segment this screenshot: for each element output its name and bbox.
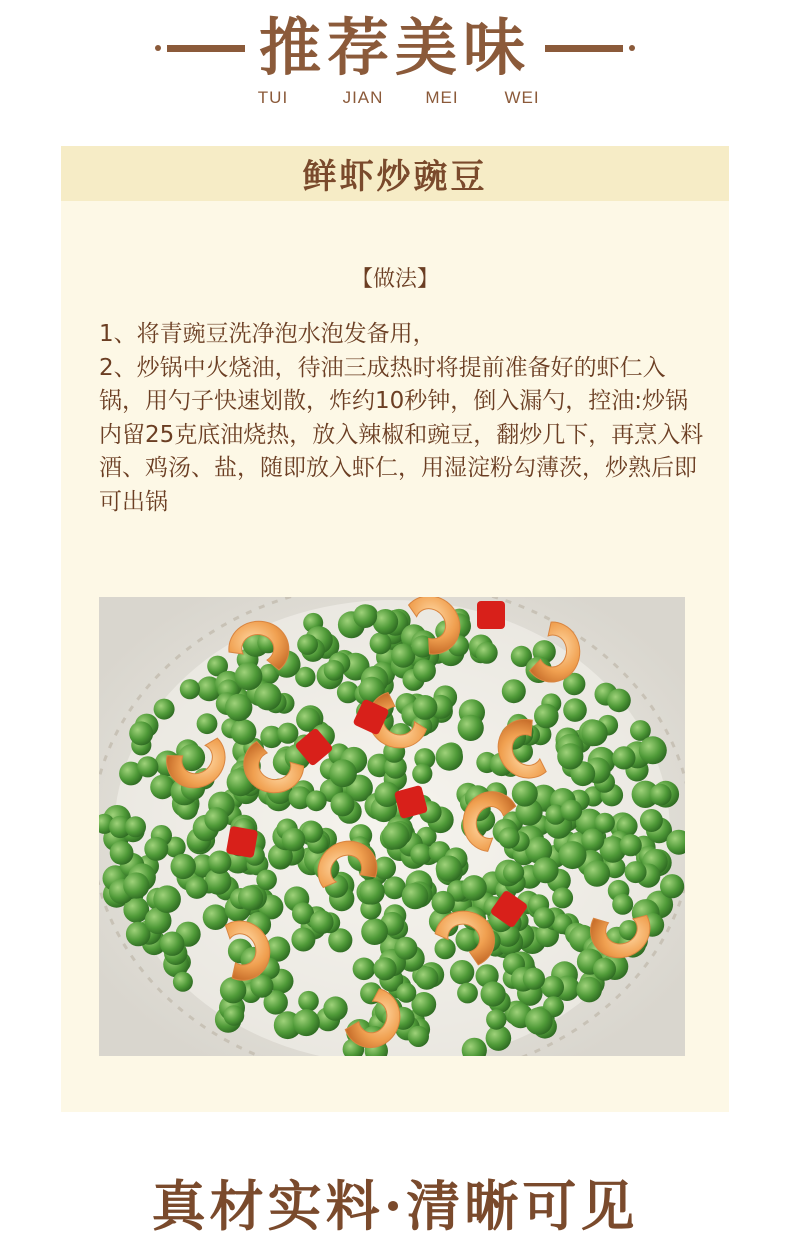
pea [173, 972, 193, 992]
pea [171, 854, 196, 879]
shrimp-peas-image [99, 597, 685, 1056]
pea [559, 841, 587, 869]
pea [293, 1009, 320, 1036]
pea [353, 604, 377, 628]
pea [650, 784, 672, 806]
dish-photo [99, 597, 685, 1056]
pea [408, 1026, 429, 1047]
pinyin-mei: MEI [425, 88, 459, 107]
pea [153, 885, 181, 913]
pea [370, 632, 392, 654]
pea [481, 981, 506, 1006]
pea [612, 894, 633, 915]
pea [220, 977, 246, 1003]
pinyin-wei: WEI [504, 88, 540, 107]
chili-piece [226, 826, 258, 858]
recipe-steps [99, 318, 709, 519]
pea [512, 781, 538, 807]
pea [154, 699, 175, 720]
pea [534, 704, 559, 729]
pea [502, 679, 526, 703]
pea [461, 875, 487, 901]
pea [523, 968, 545, 990]
pea [225, 694, 252, 721]
pea [310, 910, 334, 934]
pea [150, 775, 174, 799]
pea [432, 891, 455, 914]
pea [402, 883, 429, 910]
pea [498, 827, 519, 848]
pea [329, 759, 357, 787]
pea [561, 800, 583, 822]
pea [123, 872, 149, 898]
header [0, 0, 790, 130]
pea [410, 844, 431, 865]
pea [235, 663, 263, 691]
method-label: 【做法】 [350, 267, 439, 292]
pea [324, 660, 345, 681]
left-decoration [155, 45, 251, 52]
pea [208, 851, 231, 874]
pea [256, 870, 277, 891]
pea [525, 1007, 553, 1035]
pea [144, 837, 168, 861]
pea [563, 698, 587, 722]
pea [353, 958, 376, 981]
pea [640, 809, 663, 832]
pea [607, 689, 631, 713]
title-row [0, 8, 790, 88]
pea [180, 679, 200, 699]
pea [620, 834, 642, 856]
pea [552, 887, 573, 908]
pea [361, 918, 388, 945]
pea [238, 885, 263, 910]
pea [297, 634, 318, 655]
pea [160, 932, 184, 956]
pea [557, 743, 583, 769]
pea [412, 764, 432, 784]
pea [413, 695, 438, 720]
pea [458, 715, 484, 741]
page-title: 推荐美味 [258, 11, 531, 84]
pea [323, 996, 347, 1020]
pea [396, 983, 416, 1003]
pea [282, 828, 306, 852]
pea [125, 816, 146, 837]
pea [436, 856, 462, 882]
pea [476, 642, 498, 664]
pea [457, 983, 478, 1004]
pea [582, 720, 608, 746]
pea [595, 813, 615, 833]
pea [450, 960, 474, 984]
pea [197, 713, 218, 734]
pea [203, 904, 229, 930]
pea [436, 743, 463, 770]
pea [435, 938, 456, 959]
dish-name: 鲜虾炒豌豆 [302, 157, 488, 197]
pinyin-tui: TUI [257, 88, 289, 107]
pea [373, 957, 396, 980]
pea [612, 746, 635, 769]
pea [129, 721, 153, 745]
pea [503, 862, 524, 883]
pinyin-row [0, 88, 790, 108]
pea [231, 719, 257, 745]
right-decoration [539, 45, 635, 52]
chili-piece [477, 601, 505, 629]
pea [533, 907, 554, 928]
pea [639, 736, 667, 764]
pea [533, 857, 559, 883]
pea [277, 723, 298, 744]
pea [254, 683, 281, 710]
recipe-step: 2、炒锅中火烧油，待油三成热时将提前准备好的虾仁入锅，用勺子快速划散，炸约10秒钟，倒入漏勺，控油:炒锅内留25克底油烧热，放入辣椒和豌豆，翻炒几下，再烹入料酒、鸡汤、盐，随即放入虾仁，用湿淀粉勾薄茨，炒熟后即可出锅 [99, 354, 704, 515]
recipe-card-header [61, 146, 729, 201]
pea [593, 958, 616, 981]
pinyin-jian: JIAN [342, 88, 384, 107]
pea [291, 928, 315, 952]
pea [394, 937, 417, 960]
pea [584, 860, 610, 886]
pea [625, 861, 647, 883]
pea [331, 792, 355, 816]
pea [186, 877, 208, 899]
recipe-step: 1、将青豌豆洗净泡水泡发备用， [99, 321, 436, 347]
pea [415, 966, 438, 989]
pea [382, 822, 409, 849]
footer-title: 真材实料·清晰可见 [151, 1174, 639, 1238]
pea [576, 977, 602, 1003]
pea [306, 790, 327, 811]
pea [110, 841, 134, 865]
pea [224, 1005, 245, 1026]
pea [137, 756, 158, 777]
pea [204, 807, 228, 831]
pea [413, 659, 436, 682]
pea [660, 874, 684, 898]
pea [298, 991, 319, 1012]
pea [359, 879, 384, 904]
pea [486, 1009, 506, 1029]
